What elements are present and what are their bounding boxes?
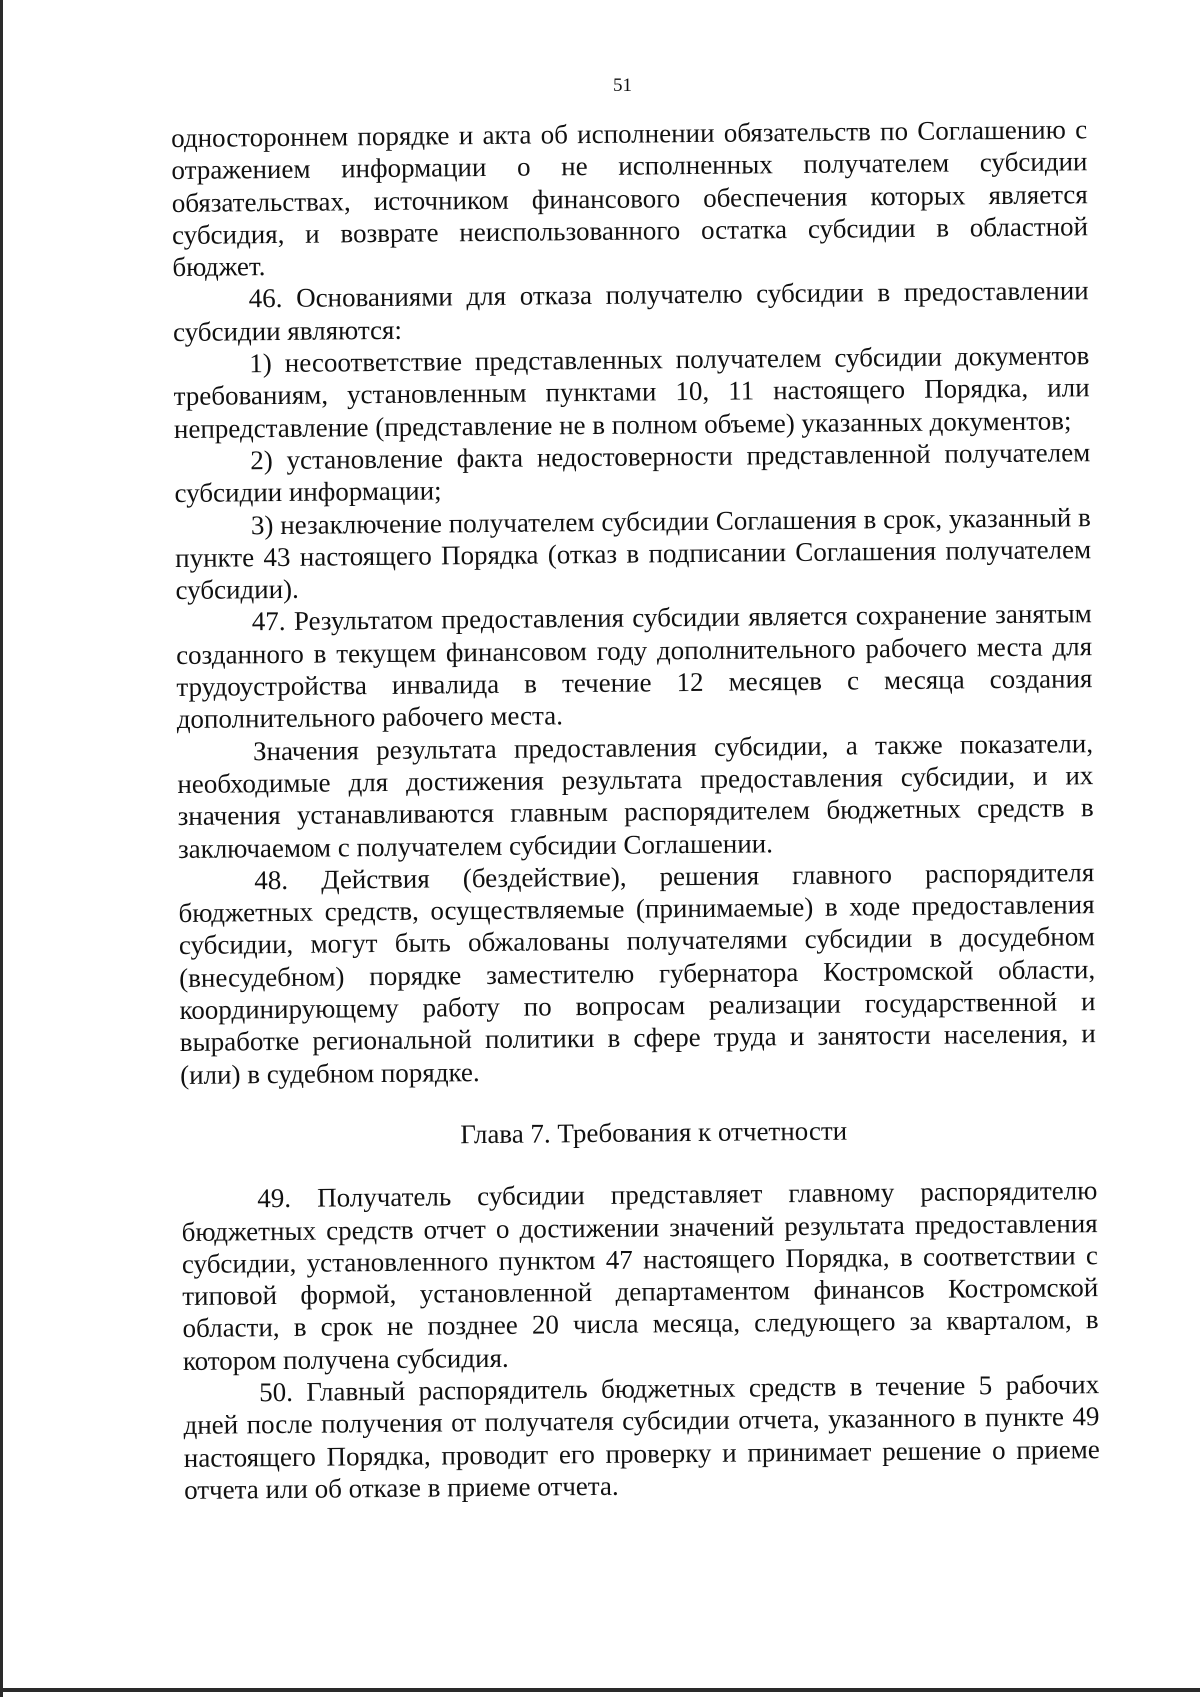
scan-edge-left bbox=[0, 0, 3, 1697]
paragraph-49: 49. Получатель субсидии представляет главному распорядителю бюджетных средств отчет о достижении значений результата предоставления субсидии, установленного пунктом 47 настоящего Порядка, в соответствии с типовой формой, установленной департаментом финансов Костромской области, в срок не позднее 20 числа месяца, следующего за кварталом, в котором получена субсидия. bbox=[181, 1175, 1099, 1376]
chapter-heading: Глава 7. Требования к отчетности bbox=[460, 1115, 848, 1150]
scan-edge-bottom bbox=[0, 1688, 1200, 1692]
paragraph-47: 47. Результатом предоставления субсидии является сохранение занятым созданного в текущем финансовом году дополнительного рабочего места для трудоустройства инвалида в течение 12 месяцев с месяца создания дополнительного рабочего места. bbox=[175, 598, 1093, 735]
paragraph-50: 50. Главный распорядитель бюджетных средств в течение 5 рабочих дней после получения от получателя субсидии отчета, указанного в пункте 49 настоящего Порядка, проводит его проверку и принимает решение о приеме отчета или об отказе в приеме отчета. bbox=[183, 1369, 1100, 1505]
document-body bbox=[171, 113, 1100, 1506]
paragraph-46-item-2: 2) установление факта недостоверности представленной получателем субсидии информации; bbox=[174, 437, 1091, 509]
paragraph-47-values: Значения результата предоставления субсидии, а также показатели, необходимые для достижения результата предоставления субсидии, и их значения устанавливаются главным распорядителем бюджетных средств в заключаемом с получателем субсидии Соглашении. bbox=[177, 727, 1094, 864]
paragraph-46-item-1: 1) несоответствие представленных получателем субсидии документов требованиям, установленным пунктами 10, 11 настоящего Порядка, или непредставление (представление не в полном объеме) указанных документов; bbox=[173, 340, 1090, 444]
paragraph-46-item-3: 3) незаключение получателем субсидии Соглашения в срок, указанный в пункте 43 настоящего Порядка (отказ в подписании Соглашения получателем субсидии). bbox=[175, 501, 1092, 606]
page-number: 51 bbox=[613, 75, 632, 96]
paragraph-46: 46. Основаниями для отказа получателю субсидии в предоставлении субсидии являются: bbox=[172, 275, 1089, 347]
paragraph-48: 48. Действия (бездействие), решения главного распорядителя бюджетных средств, осуществляемые (принимаемые) в ходе предоставления субсидии, могут быть обжалованы получателями субсидии в досудебном (внесудебном) порядке заместителю губернатора Костромской области, координирующему работу по вопросам реализации государственной и выработке региональной политики в сфере труда и занятости населения, и (или) в судебном порядке. bbox=[178, 857, 1096, 1090]
paragraph-continuation: одностороннем порядке и акта об исполнении обязательств по Соглашению с отражением информации о не исполненных получателем субсидии обязательствах, источником финансового обеспечения которых является субсидия, и возврате неиспользованного остатка субсидии в областной бюджет. bbox=[171, 114, 1089, 283]
